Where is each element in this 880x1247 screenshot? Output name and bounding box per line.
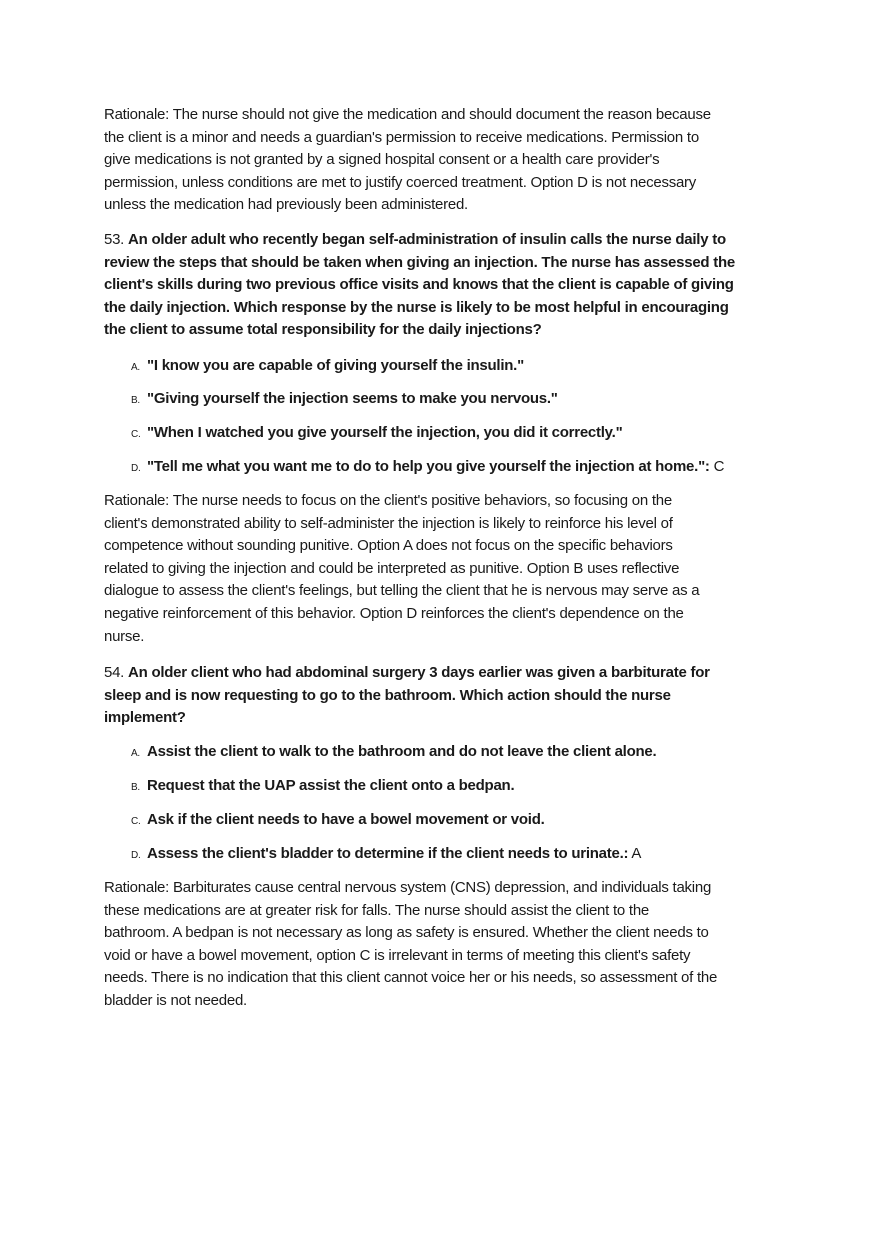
- option-letter: A.: [131, 748, 140, 759]
- rationale-text: these medications are at greater risk for falls. The nurse should assist the client to the: [104, 901, 650, 919]
- option-54-a: [131, 741, 656, 765]
- option-54-d: [131, 843, 641, 867]
- text-line: [104, 603, 699, 626]
- text-line: [104, 297, 735, 320]
- question-text: sleep and is now requesting to go to the bathroom. Which action should the nurse: [104, 686, 671, 704]
- text-line: [104, 490, 699, 513]
- option-text: "When I watched you give yourself the injection, you did it correctly.": [147, 424, 623, 441]
- option-54-b: [131, 775, 514, 799]
- option-letter: A.: [131, 362, 140, 373]
- text-line: [104, 104, 711, 127]
- question-text: An older adult who recently began self-administration of insulin calls the nurse daily to: [128, 231, 726, 248]
- answer-key: A: [628, 845, 642, 862]
- option-53-d: [131, 456, 724, 480]
- text-line: [104, 945, 717, 968]
- text-line: [104, 274, 735, 297]
- text-line: [104, 877, 717, 900]
- rationale-53: [104, 490, 699, 648]
- text-line: [104, 922, 717, 945]
- rationale-text: Rationale: The nurse needs to focus on the client's positive behaviors, so focusing on the: [104, 492, 672, 509]
- text-line: [104, 626, 699, 649]
- option-text: "I know you are capable of giving yourself the insulin.": [147, 357, 524, 374]
- text-line: [104, 149, 711, 172]
- rationale-text: nurse.: [104, 627, 145, 645]
- rationale-text: unless the medication had previously been administered.: [104, 196, 468, 214]
- option-53-b: [131, 388, 558, 412]
- rationale-text: void or have a bowel movement, option C is irrelevant in terms of meeting this client's safety: [104, 946, 691, 964]
- text-line: [104, 662, 710, 685]
- option-letter: D.: [131, 463, 141, 474]
- question-number: 53.: [104, 231, 129, 248]
- option-text: "Tell me what you want me to do to help you give yourself the injection at home.":: [147, 458, 710, 475]
- rationale-text: bladder is not needed.: [104, 991, 247, 1009]
- rationale-52: [104, 104, 711, 217]
- text-line: [104, 558, 699, 581]
- option-text: Assist the client to walk to the bathroom and do not leave the client alone.: [147, 743, 657, 760]
- rationale-text: negative reinforcement of this behavior. Option D reinforces the client's dependence on the: [104, 604, 684, 622]
- rationale-text: Rationale: Barbiturates cause central nervous system (CNS) depression, and individuals taking: [104, 879, 712, 896]
- text-line: [104, 900, 717, 923]
- option-text: Request that the UAP assist the client onto a bedpan.: [147, 777, 515, 794]
- option-53-c: [131, 422, 622, 446]
- option-letter: D.: [131, 850, 141, 861]
- question-text: the client to assume total responsibility for the daily injections?: [104, 321, 542, 339]
- text-line: [104, 513, 699, 536]
- question-53: [104, 229, 735, 342]
- question-text: implement?: [104, 709, 186, 727]
- text-line: [104, 990, 717, 1013]
- text-line: [104, 127, 711, 150]
- question-54: [104, 662, 710, 730]
- text-line: [104, 967, 717, 990]
- text-line: [104, 229, 735, 252]
- rationale-text: permission, unless conditions are met to justify coerced treatment. Option D is not necessary: [104, 173, 697, 191]
- question-text: review the steps that should be taken when giving an injection. The nurse has assessed the: [104, 253, 736, 271]
- rationale-text: the client is a minor and needs a guardian's permission to receive medications. Permission to: [104, 128, 699, 146]
- rationale-54: [104, 877, 717, 1013]
- text-line: [104, 707, 710, 730]
- text-line: [104, 580, 699, 603]
- question-text: client's skills during two previous office visits and knows that the client is capable of giving: [104, 276, 734, 294]
- option-letter: B.: [131, 395, 140, 406]
- question-text: An older client who had abdominal surgery 3 days earlier was given a barbiturate for: [128, 664, 710, 681]
- rationale-text: Rationale: The nurse should not give the medication and should document the reason because: [104, 106, 711, 123]
- question-number: 54.: [104, 664, 129, 681]
- option-text: Ask if the client needs to have a bowel movement or void.: [147, 811, 545, 828]
- question-text: the daily injection. Which response by the nurse is likely to be most helpful in encouraging: [104, 298, 729, 316]
- text-line: [104, 319, 735, 342]
- option-letter: B.: [131, 782, 140, 793]
- rationale-text: competence without sounding punitive. Option A does not focus on the specific behaviors: [104, 537, 673, 555]
- text-line: [104, 172, 711, 195]
- rationale-text: related to giving the injection and could be interpreted as punitive. Option B uses reflective: [104, 559, 680, 577]
- option-53-a: [131, 355, 524, 379]
- rationale-text: needs. There is no indication that this client cannot voice her or his needs, so assessment of the: [104, 969, 718, 987]
- answer-key: C: [709, 458, 725, 475]
- rationale-text: bathroom. A bedpan is not necessary as long as safety is ensured. Whether the client needs to: [104, 924, 709, 942]
- rationale-text: give medications is not granted by a signed hospital consent or a health care provider's: [104, 151, 660, 169]
- option-letter: C.: [131, 816, 141, 827]
- option-54-c: [131, 809, 545, 833]
- text-line: [104, 685, 710, 708]
- rationale-text: dialogue to assess the client's feelings, but telling the client that he is nervous may serve as a: [104, 582, 700, 600]
- text-line: [104, 194, 711, 217]
- option-letter: C.: [131, 429, 141, 440]
- option-text: "Giving yourself the injection seems to make you nervous.": [147, 390, 558, 407]
- text-line: [104, 252, 735, 275]
- text-line: [104, 535, 699, 558]
- rationale-text: client's demonstrated ability to self-administer the injection is likely to reinforce his level of: [104, 514, 673, 532]
- option-text: Assess the client's bladder to determine if the client needs to urinate.:: [147, 845, 629, 862]
